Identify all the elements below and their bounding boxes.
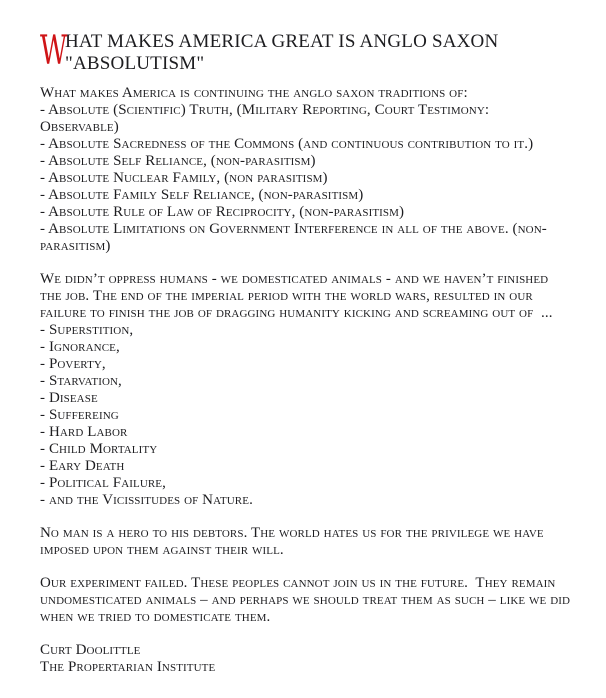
tradition-item: - Absolute (Scientific) Truth, (Military Reporting, Court Testimony: Observable) bbox=[40, 102, 493, 135]
hardship-item: - Political Failure, bbox=[40, 475, 166, 491]
hardship-item: - Superstition, bbox=[40, 322, 134, 338]
signature-name: Curt Doolittle bbox=[40, 642, 141, 658]
domestication-lead: We didn’t oppress humans - we domesticated animals - and we haven’t finished the job. The end of the imperial period with the world wars, resulted in our failure to finish the job of dragging humanity kicking and screaming out of ... bbox=[40, 271, 553, 321]
article-body bbox=[40, 85, 574, 676]
dropcap-letter: W bbox=[40, 28, 68, 74]
tradition-item: - Absolute Limitations on Government Interference in all of the above. (non-parasitism) bbox=[40, 221, 547, 254]
hardship-item: - and the Vicissitudes of Nature. bbox=[40, 492, 253, 508]
hardship-item: - Poverty, bbox=[40, 356, 106, 372]
debtors-paragraph: No man is a hero to his debtors. The world hates us for the privilege we have imposed upon them against their will. bbox=[40, 525, 548, 558]
experiment-paragraph: Our experiment failed. These peoples cannot join us in the future. They remain undomesticated animals – and perhaps we should treat them as such – like we did when we tried to domesticate them. bbox=[40, 575, 574, 625]
tradition-item: - Absolute Family Self Reliance, (non-parasitism) bbox=[40, 187, 364, 203]
hardship-item: - Ignorance, bbox=[40, 339, 120, 355]
signature-organization: The Propertarian Institute bbox=[40, 659, 216, 675]
article-header bbox=[40, 28, 571, 74]
traditions-lead: What makes America is continuing the anglo saxon traditions of: bbox=[40, 85, 468, 101]
tradition-item: - Absolute Sacredness of the Commons (and continuous contribution to it.) bbox=[40, 136, 534, 152]
hardship-item: - Disease bbox=[40, 390, 98, 406]
tradition-item: - Absolute Nuclear Family, (non parasitism) bbox=[40, 170, 328, 186]
article-title: HAT MAKES AMERICA GREAT IS ANGLO SAXON "ABSOLUTISM" bbox=[65, 31, 504, 74]
hardship-item: - Suffereing bbox=[40, 407, 119, 423]
hardship-item: - Hard Labor bbox=[40, 424, 128, 440]
hardship-item: - Starvation, bbox=[40, 373, 122, 389]
hardship-item: - Eary Death bbox=[40, 458, 125, 474]
tradition-item: - Absolute Rule of Law of Reciprocity, (non-parasitism) bbox=[40, 204, 405, 220]
tradition-item: - Absolute Self Reliance, (non-parasitism) bbox=[40, 153, 316, 169]
hardship-item: - Child Mortality bbox=[40, 441, 158, 457]
signature bbox=[40, 642, 571, 676]
traditions-block bbox=[40, 85, 571, 255]
domestication-block bbox=[40, 271, 571, 509]
